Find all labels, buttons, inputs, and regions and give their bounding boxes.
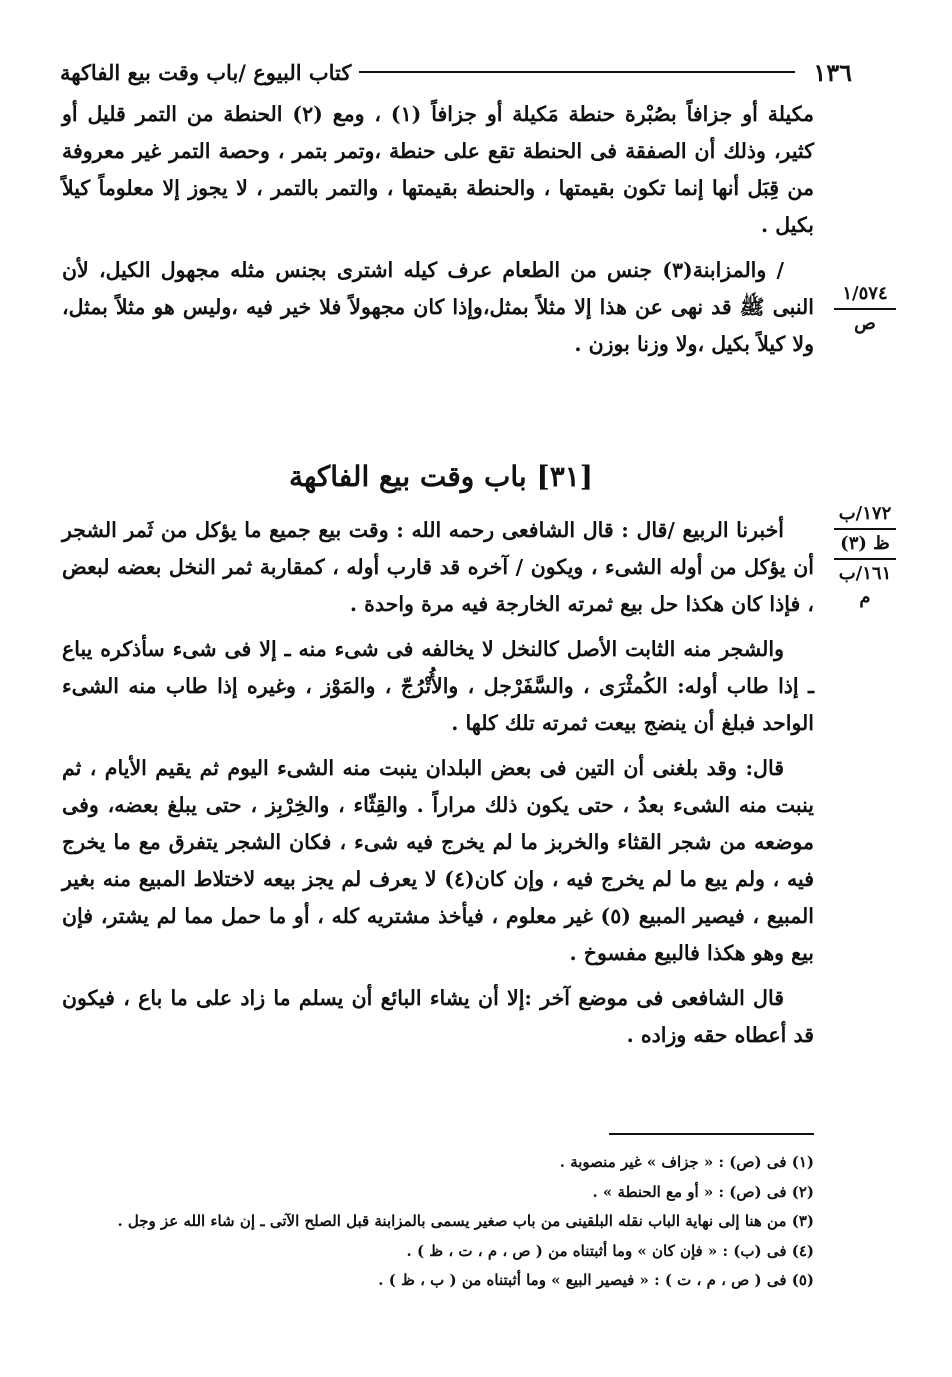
footnote: (١) فى (ص) : « جزاف » غير منصوبة .: [559, 1153, 814, 1171]
paragraph: مكيلة أو جزافاً بصُبْرة حنطة مَكيلة أو جزافاً (١) ، ومع (٢) الحنطة من التمر قليل أو كثير، وذلك أن الصفقة فى الحنطة تقع على حنطة ،وتمر بتمر ، وحصة التمر غير معروفة من قِبَل أنها إنما تكون بقيمتها ، والحنطة بقيمتها ، والتمر بالتمر ، لا يجوز إلا معلوماً كيلاً بكيل .: [62, 102, 814, 237]
paragraph-gap: [62, 972, 814, 980]
paragraph-lead: قال الشافعى: [671, 986, 784, 1010]
margin-rule: [834, 308, 896, 310]
footnote-rule: [609, 1133, 814, 1135]
margin-rule: [834, 528, 896, 530]
paragraph-gap: [62, 623, 814, 631]
margin-folio: ظ (٣): [840, 533, 890, 554]
footnote: (٥) فى ( ص ، م ، ت ) : « فيصير البيع » وما أثبتناه من ( ب ، ظ ) .: [378, 1271, 814, 1289]
page-number: ١٣٦: [813, 57, 852, 87]
text-block-section: [62, 512, 814, 1054]
margin-siglum: م: [859, 587, 871, 608]
paragraph-gap: [62, 244, 814, 252]
margin-folio: ١/٥٧٤: [842, 283, 888, 304]
paragraph: [62, 750, 814, 972]
margin-note-manuscript-ref: [830, 282, 900, 336]
paragraph: والشجر منه الثابت الأصل كالنخل لا يخالفه فى شىء منه ـ إلا فى شىء سأذكره يباع ـ إذا طاب أوله: الكُمثْرَى ، والسَّفَرْجل ، والأُتْرُجّ ، والمَوْز ، وغيره إذا طاب منه الشىء الواحد فبلغ أن ينضج بيعت ثمرته تلك كلها .: [62, 637, 814, 735]
paragraph-gap: [62, 742, 814, 750]
footnote: (٢) فى (ص) : « أو مع الحنطة » .: [592, 1182, 814, 1201]
margin-siglum: ص: [854, 313, 876, 334]
footnote: (٣) من هنا إلى نهاية الباب نقله البلقينى من باب صغير يسمى بالمزابنة قبل الصلح الآتى ـ إن شاء الله عز وجل .: [117, 1212, 814, 1230]
margin-note-manuscript-refs: [830, 502, 900, 610]
margin-folio: ١٧٢/ب: [838, 503, 892, 524]
paragraph: أخبرنا الربيع /قال : قال الشافعى رحمه الله : وقت بيع جميع ما يؤكل من ثَمر الشجر أن يؤكل من أوله الشىء ، ويكون / آخره قد قارب أوله ، كمقاربة ثمر النخل بعضه لبعض ، فإذا كان هكذا حل بيع ثمرته الخارجة فيه مرة واحدة .: [62, 518, 814, 616]
footnote: (٤) فى (ب) : « فإن كان » وما أثبتناه من ( ص ، م ، ت ، ظ ) .: [406, 1241, 814, 1260]
paragraph: / والمزابنة(٣) جنس من الطعام عرف كيله اشترى بجنس مثله مجهول الكيل، لأن النبى ﷺ قد نهى عن هذا إلا مثلاً بمثل،وإذا كان مجهولاً فلا خير فيه ،وليس هو مثلاً بمثل، ولا كيلاً بكيل ،ولا وزنا بوزن .: [62, 258, 814, 356]
footnotes: [62, 1148, 814, 1296]
section-heading: [٣١] باب وقت بيع الفاكهة: [288, 460, 594, 493]
paragraph-lead: قال:: [745, 756, 784, 780]
margin-rule: [834, 558, 896, 560]
paragraph: [62, 980, 814, 1054]
paragraph-text: فى موضع آخر :إلا أن يشاء البائع أن يسلم ما زاد على ما باع ، فيكون قد أعطاه حقه وزاده .: [62, 986, 814, 1047]
paragraph-text: وقد بلغنى أن التين فى بعض البلدان ينبت منه الشىء اليوم ثم يقيم الأيام ، ثم ينبت منه الشىء بعدُ ، حتى يكون ذلك مراراً . والقِثّاء ، والخِرْبِز ، حتى يبلغ بعضه، وفى موضعه من شجر القثاء والخربز ما لم يخرج فيه شىء ، فكان الشجر يتفرق مع ما يخرج فيه ، ولم يبع ما لم يخرج فيه ، وإن كان(٤) لا يعرف لم يجز بيعه لاختلاط المبيع منه بغير المبيع ، فيصير المبيع (٥) غير معلوم ، فيأخذ مشتريه كله ، أو ما حمل مما لم يشتر، فإن بيع وهو هكذا فالبيع مفسوخ .: [62, 756, 814, 965]
text-block-top: [62, 96, 814, 363]
margin-folio: ١٦١/ب: [838, 563, 892, 584]
running-head: [60, 54, 852, 90]
running-title: كتاب البيوع /باب وقت بيع الفاكهة: [60, 59, 352, 85]
header-rule: [359, 71, 795, 73]
